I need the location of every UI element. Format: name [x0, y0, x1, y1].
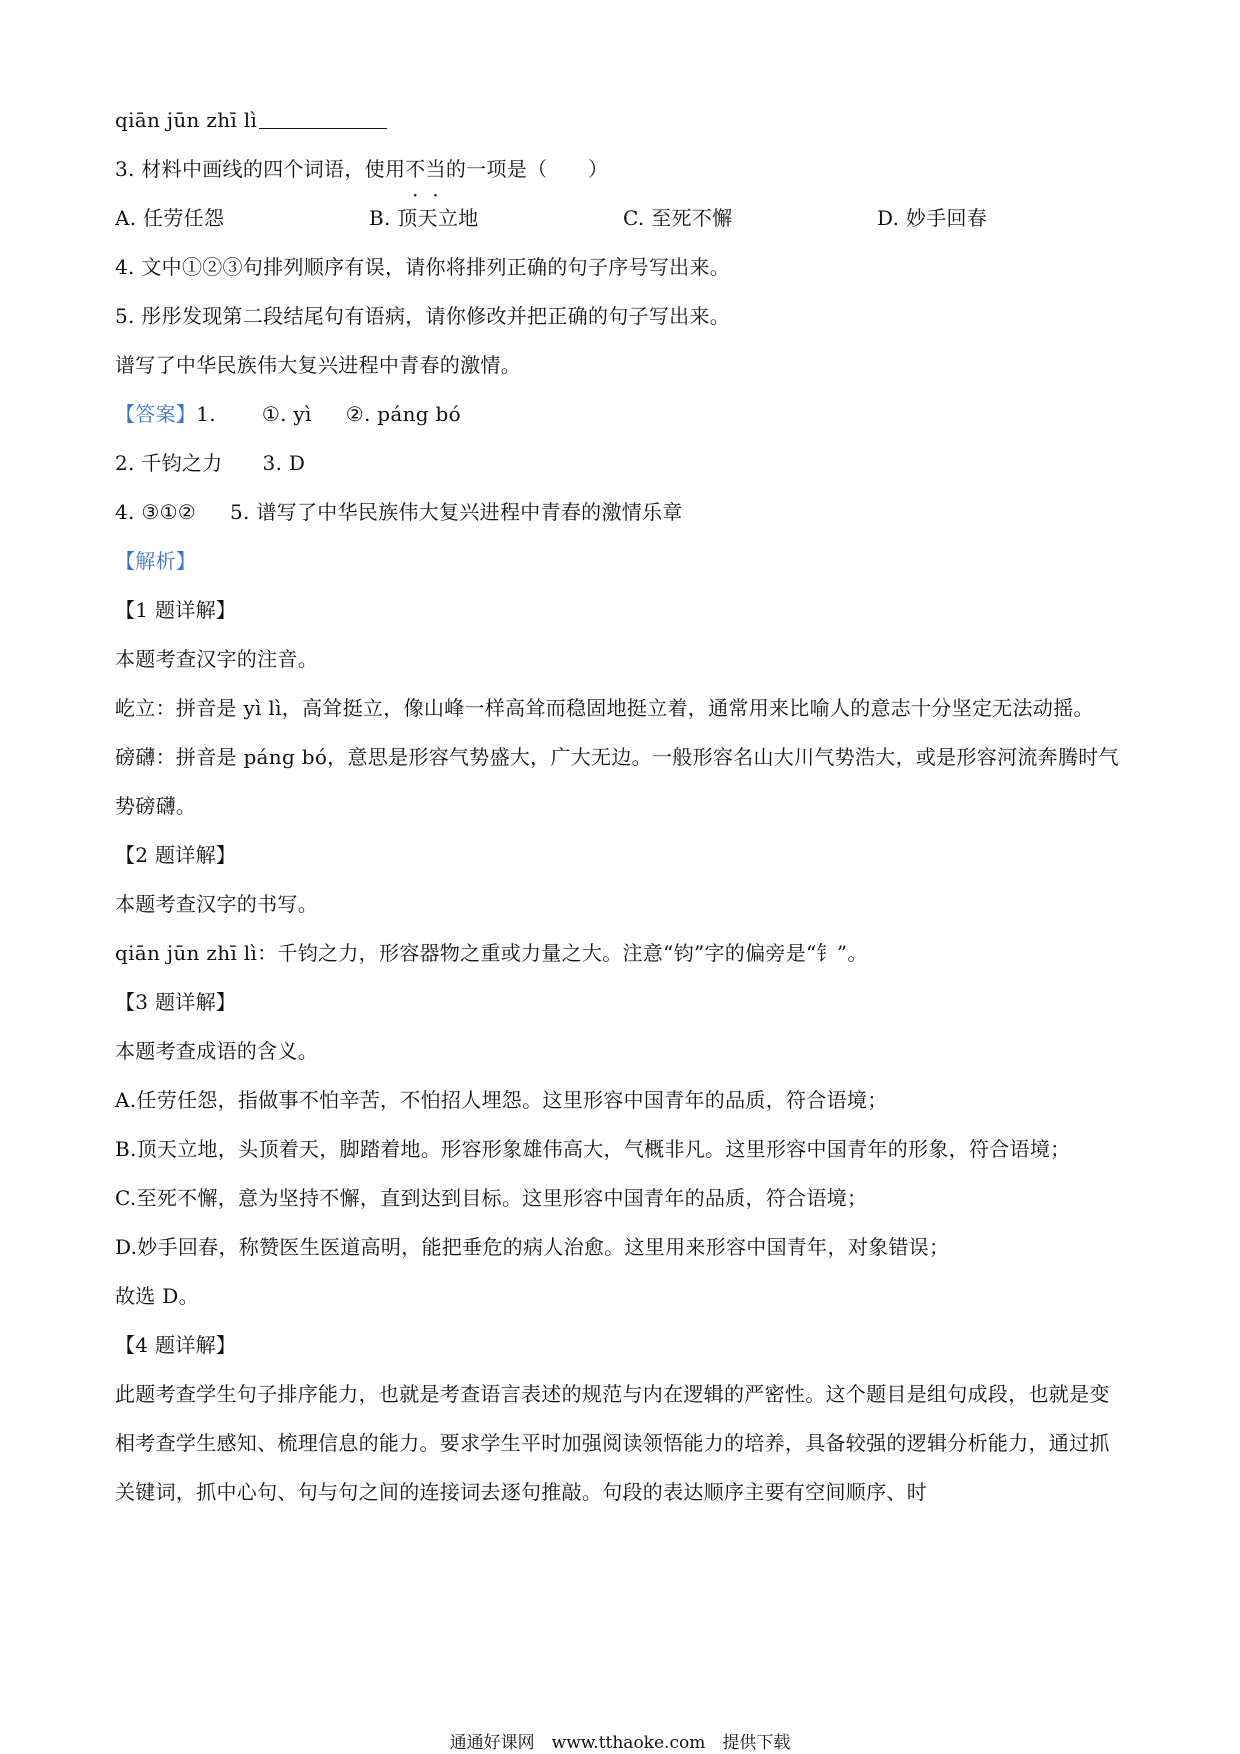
- answer-line-3: [115, 488, 1125, 537]
- detail-3-option-c: C.至死不懈，意为坚持不懈，直到达到目标。这里形容中国青年的品质，符合语境；: [115, 1186, 868, 1210]
- analysis-tag: 【解析】: [115, 549, 197, 573]
- detail-2-intro: 本题考查汉字的书写。: [115, 892, 318, 916]
- answer-3: 3. D: [262, 451, 306, 475]
- document-body: [115, 96, 1125, 1517]
- emphasis-char: 当: [425, 157, 446, 181]
- option-c: C. 至死不懈: [623, 206, 733, 230]
- q2-blank-line: [115, 96, 1125, 145]
- answer-5: 5. 谱写了中华民族伟大复兴进程中青春的激情乐章: [230, 500, 683, 524]
- option-d: D. 妙手回春: [877, 206, 988, 230]
- answer-2: 2. 千钧之力: [115, 451, 223, 475]
- q3-text-end: 的一项是（ ）: [445, 157, 609, 181]
- option-b: B. 顶天立地: [369, 206, 479, 230]
- detail-3-option-d: D.妙手回春，称赞医生医道高明，能把垂危的病人治愈。这里用来形容中国青年，对象错误；: [115, 1235, 950, 1259]
- detail-3-option-b: B.顶天立地，头顶着天，脚踏着地。形容形象雄伟高大，气概非凡。这里形容中国青年的形象，符合语境；: [115, 1137, 1071, 1161]
- detail-2-paragraph-1: qiān jūn zhī lì：千钧之力，形容器物之重或力量之大。注意“钧”字的偏旁是“钅”。: [115, 941, 868, 965]
- q3-text: 3. 材料中画线的四个词语，使用: [115, 157, 406, 181]
- answer-line-2: [115, 439, 1125, 488]
- answer-1-i: ①. yì: [261, 402, 312, 426]
- answer-4: 4. ③①②: [115, 500, 197, 524]
- detail-2-heading: 【2 题详解】: [115, 843, 237, 867]
- emphasis-char: 不: [405, 157, 426, 181]
- detail-1-intro: 本题考查汉字的注音。: [115, 647, 318, 671]
- page-footer: 通通好课网 www.tthaoke.com 提供下载: [449, 1733, 791, 1753]
- detail-1-heading: 【1 题详解】: [115, 598, 237, 622]
- detail-3-intro: 本题考查成语的含义。: [115, 1039, 318, 1063]
- q2-pinyin-prompt: qiān jūn zhī lì: [115, 108, 258, 132]
- answer-1-num: 1.: [196, 402, 216, 426]
- detail-1-paragraph-1: 屹立：拼音是 yì lì，高耸挺立，像山峰一样高耸而稳固地挺立着，通常用来比喻人的意志十分坚定无法动摇。: [115, 696, 1094, 720]
- q5-question: 5. 彤彤发现第二段结尾句有语病，请你修改并把正确的句子写出来。: [115, 304, 731, 328]
- q5-sentence: 谱写了中华民族伟大复兴进程中青春的激情。: [115, 353, 521, 377]
- answer-blank: [259, 106, 387, 129]
- detail-1-paragraph-2: 磅礴：拼音是 páng bó，意思是形容气势盛大，广大无边。一般形容名山大川气势浩大，或是形容河流奔腾时气势磅礴。: [115, 745, 1119, 818]
- q3-question: [115, 145, 1125, 194]
- detail-4-heading: 【4 题详解】: [115, 1333, 237, 1357]
- q4-question: 4. 文中①②③句排列顺序有误，请你将排列正确的句子序号写出来。: [115, 255, 731, 279]
- answer-tag: 【答案】: [115, 402, 197, 426]
- detail-3-conclusion: 故选 D。: [115, 1284, 199, 1308]
- option-a: A. 任劳任怨: [115, 206, 225, 230]
- answer-line-1: [115, 390, 1125, 439]
- detail-3-heading: 【3 题详解】: [115, 990, 237, 1014]
- answer-1-ii: ②. páng bó: [345, 402, 461, 426]
- q3-options: [115, 194, 1125, 243]
- detail-3-option-a: A.任劳任怨，指做事不怕辛苦，不怕招人埋怨。这里形容中国青年的品质，符合语境；: [115, 1088, 888, 1112]
- detail-4-paragraph-1: 此题考查学生句子排序能力，也就是考查语言表述的规范与内在逻辑的严密性。这个题目是组句成段，也就是变相考查学生感知、梳理信息的能力。要求学生平时加强阅读领悟能力的培养，具备较强的逻辑分析能力，通过抓关键词，抓中心句、句与句之间的连接词去逐句推敲。句段的表达顺序主要有空间顺序、时: [115, 1382, 1110, 1504]
